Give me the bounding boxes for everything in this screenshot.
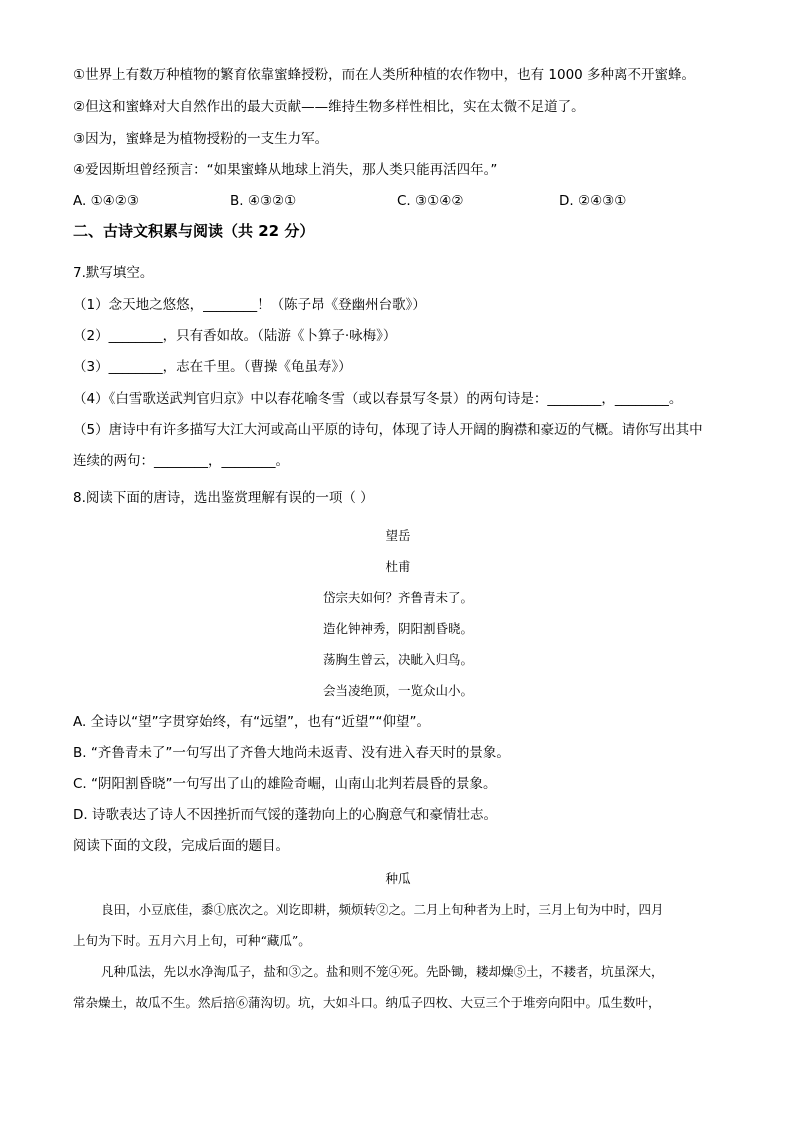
- q7-item-4: （4）《白雪歌送武判官归京》中以春花喻冬雪（或以春景写冬景）的两句诗是：________，________。: [73, 391, 683, 407]
- q6-options: [73, 192, 723, 210]
- poem-title: 望岳: [385, 528, 411, 543]
- passage-title: 种瓜: [385, 871, 411, 886]
- q8-option-c[interactable]: C. “阴阳割昏晓”一句写出了山的雄险奇崛，山南山北判若晨昏的景象。: [73, 776, 497, 792]
- q7-stem: 7.默写填空。: [73, 265, 154, 281]
- q6-item-4: ④爱因斯坦曾经预言：“如果蜜蜂从地球上消失，那人类只能再活四年。”: [73, 162, 498, 178]
- poem-line-3: 荡胸生曾云，决眦入归鸟。: [322, 652, 473, 667]
- q8-option-d[interactable]: D. 诗歌表达了诗人不因挫折而气馁的蓬勃向上的心胸意气和豪情壮志。: [73, 807, 497, 823]
- q6-item-1: ①世界上有数万种植物的繁育依靠蜜蜂授粉，而在人类所种植的农作物中，也有 1000 多种离不开蜜蜂。: [73, 67, 696, 83]
- section-2-heading: 二、古诗文积累与阅读（共 22 分）: [73, 222, 315, 240]
- q6-option-d[interactable]: D. ②④③①: [559, 193, 627, 209]
- poem-author: 杜甫: [385, 559, 411, 574]
- reading-intro: 阅读下面的文段，完成后面的题目。: [73, 838, 289, 854]
- q8-option-a[interactable]: A. 全诗以“望”字贯穿始终，有“远望”，也有“近望”“仰望”。: [73, 714, 431, 730]
- q6-option-a[interactable]: A. ①④②③: [73, 193, 139, 209]
- passage-line-1: 良田，小豆底佳，黍①底次之。刈讫即耕，频烦转②之。二月上旬种者为上时，三月上旬为中时，四月: [101, 902, 664, 917]
- q8-option-b[interactable]: B. “齐鲁青未了”一句写出了齐鲁大地尚未返青、没有进入春天时的景象。: [73, 745, 510, 761]
- passage-line-4: 常杂燥土，故瓜不生。然后掊⑥蒲沟切。坑，大如斗口。纳瓜子四枚、大豆三个于堆旁向阳中。瓜生数叶，: [73, 995, 661, 1010]
- q6-item-2: ②但这和蜜蜂对大自然作出的最大贡献——维持生物多样性相比，实在太微不足道了。: [73, 99, 585, 115]
- q6-option-c[interactable]: C. ③①④②: [397, 193, 464, 209]
- q8-stem: 8.阅读下面的唐诗，选出鉴赏理解有误的一项（ ）: [73, 490, 374, 506]
- passage-line-2: 上旬为下时。五月六月上旬，可种“藏瓜”。: [73, 933, 311, 948]
- q6-item-3: ③因为，蜜蜂是为植物授粉的一支生力军。: [73, 131, 329, 147]
- q7-item-3: （3）________，志在千里。（曹操《龟虽寿》）: [73, 359, 352, 375]
- q7-item-1: （1）念天地之悠悠，________！（陈子昂《登幽州台歌》）: [73, 297, 426, 313]
- q7-item-5-cont: 连续的两句：________，________。: [73, 453, 289, 469]
- q7-item-5: （5）唐诗中有许多描写大江大河或高山平原的诗句，体现了诗人开阔的胸襟和豪迈的气概。请你写出其中: [73, 422, 703, 438]
- poem-line-1: 岱宗夫如何？齐鲁青未了。: [322, 590, 473, 605]
- passage-line-3: 凡种瓜法，先以水净淘瓜子，盐和③之。盐和则不笼④死。先卧锄，耧却燥⑤土，不耧者，坑虽深大，: [101, 964, 664, 979]
- poem-line-4: 会当凌绝顶，一览众山小。: [322, 683, 473, 698]
- poem-line-2: 造化钟神秀，阴阳割昏晓。: [322, 621, 473, 636]
- q6-option-b[interactable]: B. ④③②①: [230, 193, 297, 209]
- q7-item-2: （2）________，只有香如故。（陆游《卜算子·咏梅》）: [73, 328, 397, 344]
